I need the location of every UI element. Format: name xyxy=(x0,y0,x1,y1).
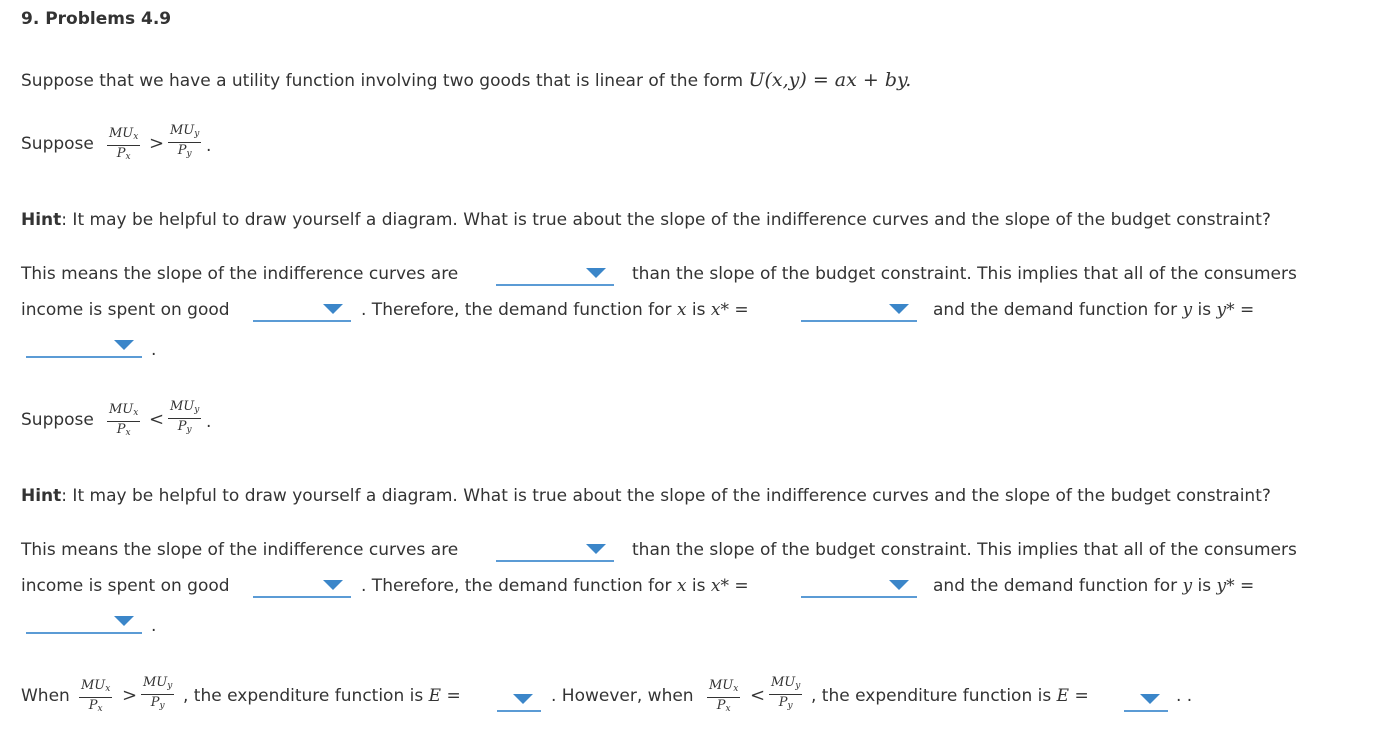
chevron-down-icon xyxy=(513,694,533,704)
case2-hint-label: Hint xyxy=(21,486,62,506)
case2-mux-over-px-fraction: $MU_x$ $P_x$ xyxy=(109,402,139,438)
case2-trailing-period: . xyxy=(151,616,157,636)
case1-period: . xyxy=(206,136,212,156)
exp2-mux-over-px-fraction: $MU_x$ $P_x$ xyxy=(709,678,739,714)
case1-line2-c: and the demand function for y is y* = xyxy=(933,300,1255,320)
expenditure-case2-dropdown[interactable] xyxy=(1124,688,1168,712)
final-periods: . . xyxy=(1176,686,1193,706)
chevron-down-icon xyxy=(323,304,343,314)
case2-line2-b: . Therefore, the demand function for x is x* = xyxy=(361,576,749,596)
case1-hint-text: : It may be helpful to draw yourself a diagram. What is true about the slope of the indifference curves and the slope of the budget constraint? xyxy=(61,210,1271,230)
exp2-less-than-sign: < xyxy=(750,685,766,706)
intro-sentence: Suppose that we have a utility function involving two goods that is linear of the form xyxy=(21,71,744,91)
case1-trailing-period: . xyxy=(151,340,157,360)
exp1-text: , the expenditure function is E = xyxy=(183,686,461,706)
expenditure-case1-dropdown[interactable] xyxy=(497,688,541,712)
case1-line1-a: This means the slope of the indifference curves are xyxy=(21,264,459,284)
case2-line1-b: than the slope of the budget constraint. This implies that all of the consumers xyxy=(632,540,1297,560)
exp1-greater-than-sign: > xyxy=(122,685,138,706)
chevron-down-icon xyxy=(586,268,606,278)
chevron-down-icon xyxy=(889,580,909,590)
case2-line2-a: income is spent on good xyxy=(21,576,230,596)
case2-hint-text: : It may be helpful to draw yourself a diagram. What is true about the slope of the indifference curves and the slope of the budget constraint? xyxy=(61,486,1271,506)
exp1-mux-over-px-fraction: $MU_x$ $P_x$ xyxy=(81,678,111,714)
chevron-down-icon xyxy=(114,340,134,350)
case2-good-dropdown[interactable] xyxy=(253,574,351,598)
utility-expression: U(x,y) = ax + by. xyxy=(748,69,912,91)
case2-line2-c: and the demand function for y is y* = xyxy=(933,576,1255,596)
exp2-text: , the expenditure function is E = xyxy=(811,686,1089,706)
case1-slope-dropdown[interactable] xyxy=(496,262,614,286)
exp1-muy-over-py-fraction: $MU_y$ $P_y$ xyxy=(143,675,173,711)
case2-x-demand-dropdown[interactable] xyxy=(801,574,917,598)
exp2-muy-over-py-fraction: $MU_y$ $P_y$ xyxy=(771,675,801,711)
case1-muy-over-py-fraction: $MU_y$ $P_y$ xyxy=(170,123,200,159)
when-label: When xyxy=(21,686,70,706)
case2-slope-dropdown[interactable] xyxy=(496,538,614,562)
case2-line1-a: This means the slope of the indifference curves are xyxy=(21,540,459,560)
case1-y-demand-dropdown[interactable] xyxy=(26,334,142,358)
chevron-down-icon xyxy=(586,544,606,554)
case1-line1-b: than the slope of the budget constraint. This implies that all of the consumers xyxy=(632,264,1297,284)
case2-muy-over-py-fraction: $MU_y$ $P_y$ xyxy=(170,399,200,435)
chevron-down-icon xyxy=(323,580,343,590)
intro-text xyxy=(21,69,911,91)
case1-mux-over-px-fraction: $MU_x$ $P_x$ xyxy=(109,126,139,162)
case2-period: . xyxy=(206,412,212,432)
case1-line2-a: income is spent on good xyxy=(21,300,230,320)
case1-hint-label: Hint xyxy=(21,210,62,230)
however-text: . However, when xyxy=(551,686,694,706)
case1-hint xyxy=(21,210,1271,230)
case1-good-dropdown[interactable] xyxy=(253,298,351,322)
chevron-down-icon xyxy=(889,304,909,314)
case1-suppose-label: Suppose xyxy=(21,134,94,154)
case2-hint xyxy=(21,486,1271,506)
case1-greater-than-sign: > xyxy=(149,133,165,154)
chevron-down-icon xyxy=(1140,694,1160,704)
case2-less-than-sign: < xyxy=(149,409,165,430)
chevron-down-icon xyxy=(114,616,134,626)
problem-title: 9. Problems 4.9 xyxy=(21,9,172,29)
case2-suppose-label: Suppose xyxy=(21,410,94,430)
case1-line2-b: . Therefore, the demand function for x is x* = xyxy=(361,300,749,320)
case1-x-demand-dropdown[interactable] xyxy=(801,298,917,322)
case2-y-demand-dropdown[interactable] xyxy=(26,610,142,634)
